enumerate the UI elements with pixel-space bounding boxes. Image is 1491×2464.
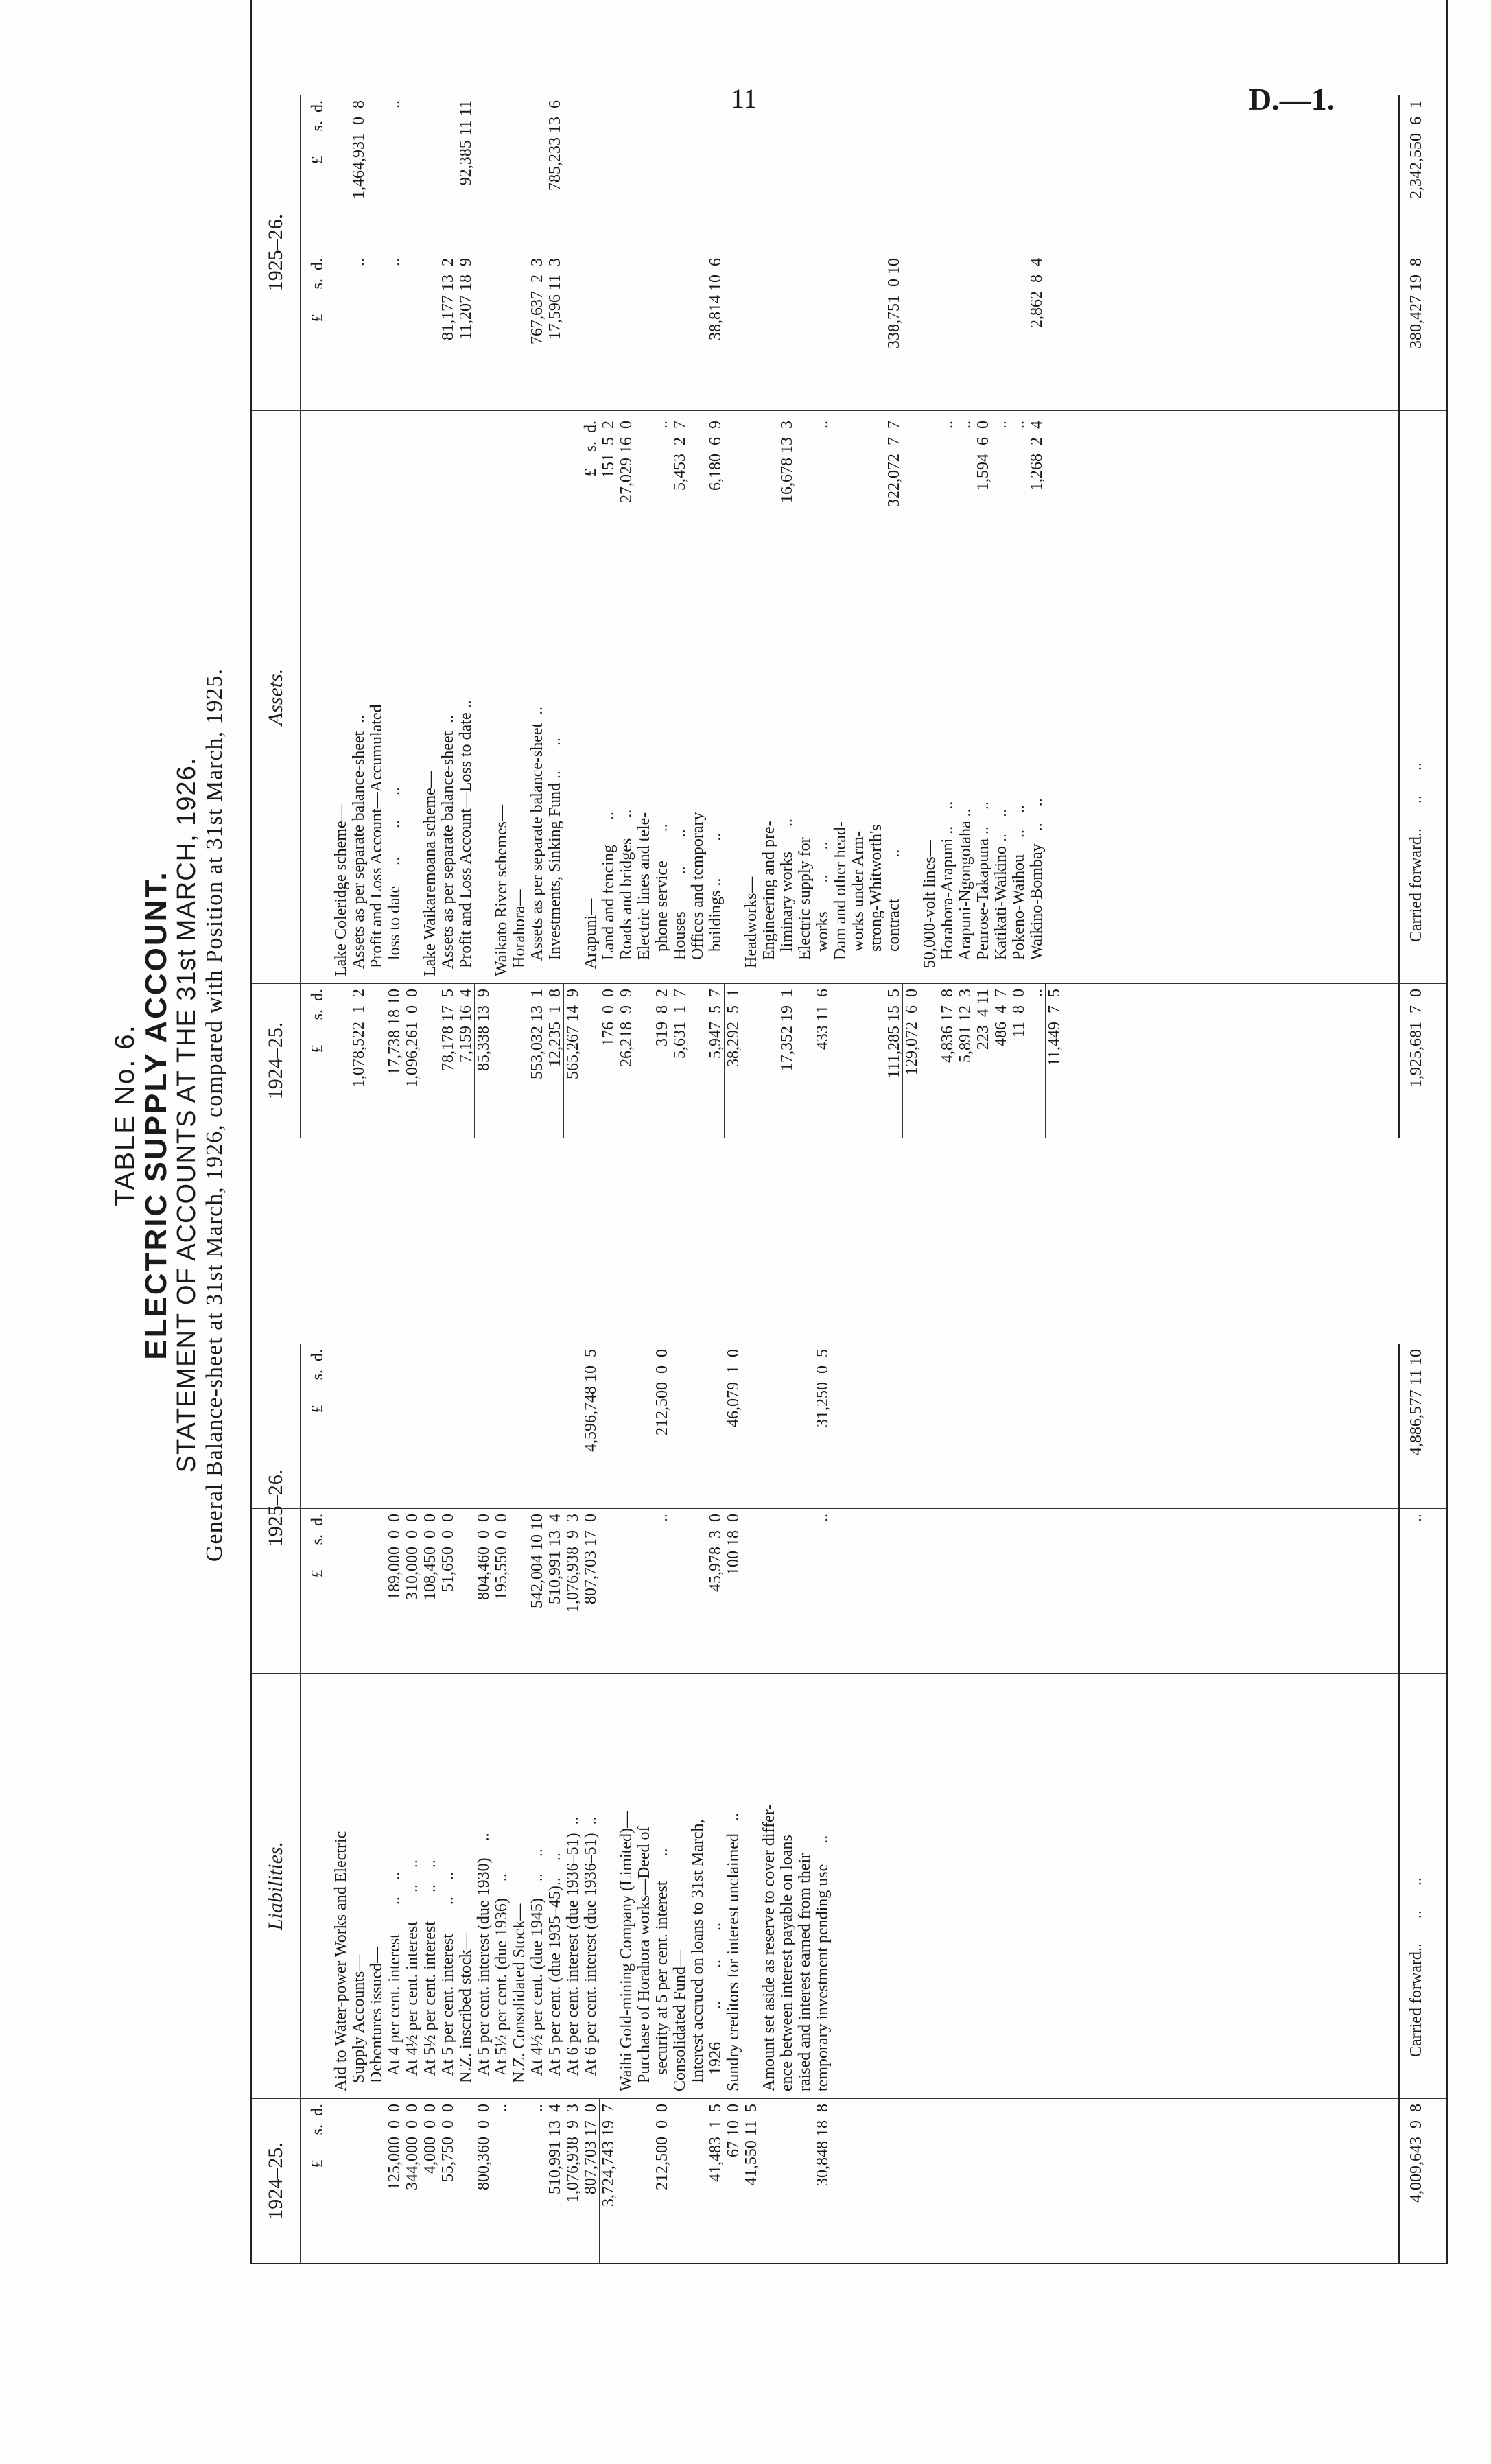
assets-row-inner: 27,029 16 0 bbox=[618, 421, 635, 503]
assets-row-1924: 7,159 16 4 bbox=[457, 989, 475, 1063]
assets-row-desc: loss to date .. .. .. bbox=[386, 787, 403, 976]
liabilities-row-1925b: 212,500 0 0 bbox=[653, 1349, 671, 1435]
assets-row-1924: 85,338 13 9 bbox=[475, 989, 493, 1071]
liabilities-row-desc: At 4 per cent. interest .. .. bbox=[386, 1872, 403, 2091]
liabilities-row-1925a: 51,650 0 0 bbox=[439, 1514, 457, 1592]
assets-row-desc: Investments, Sinking Fund .. .. bbox=[546, 737, 564, 976]
assets-row-1924: 1,078,522 1 2 bbox=[350, 989, 368, 1088]
assets-row-1925b: 1,464,931 0 8 bbox=[350, 100, 368, 199]
assets-subtotal-rule bbox=[1045, 983, 1046, 1138]
assets-row-desc: phone service .. bbox=[653, 823, 671, 976]
liabilities-row-1924: 807,703 17 0 bbox=[582, 2104, 600, 2194]
account-title: ELECTRIC SUPPLY ACCOUNT. bbox=[139, 870, 173, 1360]
liabilities-row-1924: 125,000 0 0 bbox=[386, 2104, 403, 2190]
page-number: 11 bbox=[731, 83, 758, 114]
assets-row-desc: Horahora-Arapuni .. .. bbox=[939, 801, 956, 976]
liabilities-subtotal-rule bbox=[599, 2098, 600, 2263]
liabilities-row-desc: ence between interest payable on loans bbox=[778, 1835, 796, 2091]
liabilities-row-1925a: 100 18 0 bbox=[725, 1514, 742, 1575]
liabilities-row-1925b: 46,079 1 0 bbox=[725, 1349, 742, 1427]
liabilities-row-desc: N.Z. Consolidated Stock— bbox=[510, 1903, 528, 2091]
liabilities-row-desc: At 4½ per cent. interest .. .. bbox=[403, 1859, 421, 2091]
assets-subtotal-rule bbox=[474, 983, 475, 1138]
assets-row-desc: Assets as per separate balance-sheet .. bbox=[350, 714, 368, 976]
liabilities-carried-forward-label: Carried forward.. .. .. bbox=[1407, 1877, 1425, 2057]
assets-row-inner: .. bbox=[956, 421, 974, 429]
assets-row-1925a: 11,207 18 9 bbox=[457, 258, 475, 340]
liabilities-row-1924: .. bbox=[528, 2104, 546, 2112]
assets-row-desc: strong-Whitworth's bbox=[867, 824, 885, 976]
balance-sheet-table bbox=[250, 0, 1448, 2264]
assets-header-desc: Assets. bbox=[252, 411, 301, 983]
liabilities-row-1924: 510,991 13 4 bbox=[546, 2104, 564, 2194]
liabilities-header-y1: 1924–25. bbox=[252, 2099, 301, 2263]
assets-row-1925a: 38,814 10 6 bbox=[707, 258, 725, 340]
assets-row-1925a: 81,177 13 2 bbox=[439, 258, 457, 340]
liabilities-header-y2a: 1925–26. bbox=[252, 1344, 301, 1673]
assets-row-desc: Headworks— bbox=[742, 876, 760, 976]
liabilities-carried-1925a: .. bbox=[1407, 1514, 1425, 1522]
liabilities-row-desc: 1926 .. .. .. bbox=[707, 1923, 725, 2091]
assets-row-desc: Arapuni-Ngongotaha .. bbox=[956, 808, 974, 976]
liabilities-row-desc: Interest accrued on loans to 31st March, bbox=[689, 1819, 707, 2091]
assets-row-1925b: .. bbox=[386, 100, 403, 108]
assets-row-desc: liminary works .. bbox=[778, 819, 796, 976]
assets-row-inner: .. bbox=[814, 421, 832, 429]
assets-row-1924: 319 8 2 bbox=[653, 989, 671, 1046]
assets-row-inner: .. bbox=[1010, 421, 1028, 429]
liabilities-carried-1924: 4,009,643 9 8 bbox=[1407, 2104, 1425, 2203]
balance-sheet-subtitle: General Balance-sheet at 31st March, 1926, compared with Position at 31st March, 1925. bbox=[202, 668, 228, 1562]
assets-row-1924: 17,738 18 10 bbox=[386, 989, 403, 1075]
liabilities-row-1925a: 1,076,938 9 3 bbox=[564, 1514, 582, 1612]
title-block bbox=[110, 0, 228, 2264]
assets-row-1925a: 767,637 2 3 bbox=[528, 258, 546, 344]
assets-row-desc: Pokeno-Waihou .. .. bbox=[1010, 804, 1028, 976]
liabilities-row-desc: Sundry creditors for interest unclaimed .. bbox=[725, 1813, 742, 2091]
liabilities-units-y2b: £ s. d. bbox=[309, 1349, 327, 1413]
assets-units-y1: £ s. d. bbox=[309, 989, 327, 1053]
assets-row-inner: .. bbox=[653, 421, 671, 429]
assets-row-desc: works under Arm- bbox=[849, 831, 867, 976]
assets-subtotal-rule bbox=[902, 983, 903, 1138]
assets-carried-1925a: 380,427 19 8 bbox=[1407, 258, 1425, 349]
assets-row-desc: Penrose-Takapuna .. .. bbox=[974, 801, 992, 976]
assets-carried-forward-label: Carried forward.. .. .. bbox=[1407, 762, 1425, 942]
assets-row-inner: 322,072 7 7 bbox=[885, 421, 903, 507]
liabilities-col-y2b bbox=[252, 1344, 1446, 1508]
liabilities-row-1925a: 807,703 17 0 bbox=[582, 1514, 600, 1604]
liabilities-row-1925a: .. bbox=[814, 1514, 832, 1522]
assets-row-1924: 12,235 1 8 bbox=[546, 989, 564, 1067]
liabilities-row-desc: At 5½ per cent. interest .. .. bbox=[421, 1859, 439, 2091]
assets-row-1924: 129,072 6 0 bbox=[903, 989, 921, 1075]
assets-row-desc: works .. .. bbox=[814, 841, 832, 976]
assets-carried-1925b: 2,342,550 6 1 bbox=[1407, 100, 1425, 199]
assets-col-y2b bbox=[252, 95, 1446, 253]
assets-carried-1924: 1,925,681 7 0 bbox=[1407, 989, 1425, 1088]
assets-row-1924: 553,032 13 1 bbox=[528, 989, 546, 1079]
liabilities-row-1925a: 804,460 0 0 bbox=[475, 1514, 493, 1600]
assets-row-desc: Offices and temporary bbox=[689, 812, 707, 976]
liabilities-row-1924: 41,483 1 5 bbox=[707, 2104, 725, 2182]
liabilities-row-desc: Amount set aside as reserve to cover differ- bbox=[760, 1804, 778, 2091]
assets-row-1924: 11 8 0 bbox=[1010, 989, 1028, 1038]
assets-row-1924: 11,449 7 5 bbox=[1046, 989, 1064, 1067]
assets-col-y1 bbox=[252, 983, 1446, 1138]
assets-row-inner: 151 5 2 bbox=[600, 421, 618, 478]
liabilities-row-1925a: .. bbox=[653, 1514, 671, 1522]
assets-row-desc: Profit and Loss Account—Loss to date .. bbox=[457, 700, 475, 976]
assets-row-1925a: 2,862 8 4 bbox=[1028, 258, 1046, 328]
assets-row-desc: Profit and Loss Account—Accumulated bbox=[368, 704, 386, 976]
liabilities-row-1925a: 108,450 0 0 bbox=[421, 1514, 439, 1600]
liabilities-row-desc: N.Z. inscribed stock— bbox=[457, 1933, 475, 2091]
liabilities-header-desc: Liabilities. bbox=[252, 1674, 301, 2098]
liabilities-row-1925a: 189,000 0 0 bbox=[386, 1514, 403, 1600]
assets-row-1925a: .. bbox=[386, 258, 403, 266]
assets-units-y2b: £ s. d. bbox=[309, 100, 327, 165]
assets-row-desc: contract .. bbox=[885, 849, 903, 976]
liabilities-row-1924: 344,000 0 0 bbox=[403, 2104, 421, 2190]
assets-row-1925b: 785,233 13 6 bbox=[546, 100, 564, 191]
liabilities-row-desc: At 4½ per cent. (due 1945) .. .. bbox=[528, 1849, 546, 2091]
assets-row-desc: Assets as per separate balance-sheet .. bbox=[439, 714, 457, 976]
assets-row-desc: buildings .. .. bbox=[707, 832, 725, 976]
assets-row-1924: 5,631 1 7 bbox=[671, 989, 689, 1059]
assets-row-1924: 38,292 5 1 bbox=[725, 989, 742, 1067]
liabilities-row-1924: 55,750 0 0 bbox=[439, 2104, 457, 2182]
liabilities-row-desc: Waihi Gold-mining Company (Limited)— bbox=[618, 1811, 635, 2091]
liabilities-row-1925a: 195,550 0 0 bbox=[493, 1514, 510, 1600]
liabilities-units-y1: £ s. d. bbox=[309, 2104, 327, 2168]
liabilities-row-1924: .. bbox=[493, 2104, 510, 2112]
rotated-balance-sheet bbox=[110, 0, 1482, 2264]
liabilities-row-1924: 1,076,938 9 3 bbox=[564, 2104, 582, 2203]
assets-row-desc: Waikato River schemes— bbox=[493, 805, 510, 976]
assets-row-desc: Electric supply for bbox=[796, 837, 814, 976]
liabilities-row-desc: Purchase of Horahora works—Deed of bbox=[635, 1826, 653, 2091]
assets-total-rule bbox=[1398, 95, 1400, 1138]
assets-row-1925a: .. bbox=[350, 258, 368, 266]
liabilities-row-1924: 4,000 0 0 bbox=[421, 2104, 439, 2174]
assets-row-1924: 5,947 5 7 bbox=[707, 989, 725, 1059]
assets-row-1925a: 17,596 11 3 bbox=[546, 258, 564, 340]
report-code: D.—1. bbox=[1249, 82, 1335, 117]
liabilities-row-1925b: 4,596,748 10 5 bbox=[582, 1349, 600, 1452]
statement-title: STATEMENT OF ACCOUNTS AT THE 31st MARCH, 1926. bbox=[172, 757, 202, 1473]
assets-row-desc: Houses .. .. bbox=[671, 829, 689, 976]
liabilities-row-desc: Aid to Water-power Works and Electric bbox=[332, 1831, 350, 2091]
assets-header-y1: 1924–25. bbox=[252, 984, 301, 1138]
liabilities-row-1924: 67 10 0 bbox=[725, 2104, 742, 2157]
assets-row-1924: 176 0 0 bbox=[600, 989, 618, 1046]
assets-row-desc: Dam and other head- bbox=[832, 821, 849, 976]
assets-section bbox=[252, 0, 1446, 1138]
assets-row-desc: Lake Coleridge scheme— bbox=[332, 804, 350, 976]
assets-row-desc: Waikino-Bombay .. .. bbox=[1028, 798, 1046, 976]
liabilities-units-y2a: £ s. d. bbox=[309, 1514, 327, 1578]
liabilities-row-1924: 30,848 18 8 bbox=[814, 2104, 832, 2186]
liabilities-row-desc: At 5 per cent. interest .. .. bbox=[439, 1872, 457, 2091]
assets-row-inner: .. bbox=[992, 421, 1010, 429]
liabilities-row-1924: 212,500 0 0 bbox=[653, 2104, 671, 2190]
assets-row-desc: Assets as per separate balance-sheet .. bbox=[528, 706, 546, 976]
assets-row-desc: 50,000-volt lines— bbox=[921, 840, 939, 976]
assets-row-inner: £ s. d. bbox=[582, 421, 600, 477]
assets-row-inner: 6,180 6 9 bbox=[707, 421, 725, 491]
liabilities-row-desc: At 5 per cent. interest (due 1930) .. bbox=[475, 1833, 493, 2091]
assets-row-1924: 486 4 7 bbox=[992, 989, 1010, 1046]
liabilities-row-desc: Supply Accounts— bbox=[350, 1954, 368, 2091]
liabilities-row-desc: temporary investment pending use .. bbox=[814, 1835, 832, 2091]
liabilities-row-1925a: 310,000 0 0 bbox=[403, 1514, 421, 1600]
liabilities-row-desc: At 5½ per cent. (due 1936) .. bbox=[493, 1873, 510, 2091]
assets-row-inner: 16,678 13 3 bbox=[778, 421, 796, 503]
liabilities-row-desc: At 5 per cent. (due 1935–45).. .. bbox=[546, 1853, 564, 2091]
assets-row-1925b: 92,385 11 11 bbox=[457, 100, 475, 186]
assets-row-1924: 223 4 11 bbox=[974, 989, 992, 1051]
liabilities-row-desc: At 6 per cent. interest (due 1936–51) .. bbox=[582, 1816, 600, 2091]
assets-row-inner: .. bbox=[939, 421, 956, 429]
assets-row-1924: 4,836 17 8 bbox=[939, 989, 956, 1063]
assets-row-inner: 5,453 2 7 bbox=[671, 421, 689, 491]
assets-row-1924: 565,267 14 9 bbox=[564, 989, 582, 1079]
assets-units-y2a: £ s. d. bbox=[309, 258, 327, 322]
assets-row-inner: 1,594 6 0 bbox=[974, 421, 992, 491]
assets-row-1924: 1,096,261 0 0 bbox=[403, 989, 421, 1088]
assets-row-1925a: 338,751 0 10 bbox=[885, 258, 903, 349]
liabilities-row-desc: security at 5 per cent. interest .. bbox=[653, 1848, 671, 2091]
assets-row-desc: Katikati-Waikino .. .. bbox=[992, 808, 1010, 976]
assets-row-1924: 17,352 19 1 bbox=[778, 989, 796, 1071]
liabilities-row-1924: 800,360 0 0 bbox=[475, 2104, 493, 2190]
assets-row-1924: 433 11 6 bbox=[814, 989, 832, 1051]
liabilities-row-1925a: 542,004 10 10 bbox=[528, 1514, 546, 1608]
assets-row-1924: 78,178 17 5 bbox=[439, 989, 457, 1071]
liabilities-section bbox=[252, 1138, 1446, 2263]
liabilities-row-1925a: 45,978 3 0 bbox=[707, 1514, 725, 1592]
assets-subtotal-rule bbox=[724, 983, 725, 1138]
assets-header-y2a: 1925–26. bbox=[252, 95, 301, 410]
assets-col-y2a bbox=[252, 213, 1446, 410]
assets-row-desc: Electric lines and tele- bbox=[635, 812, 653, 976]
liabilities-row-1924: 3,724,743 19 7 bbox=[600, 2104, 618, 2207]
liabilities-row-desc: At 6 per cent. interest (due 1936–51) .. bbox=[564, 1816, 582, 2091]
assets-row-desc: Engineering and pre- bbox=[760, 821, 778, 976]
assets-row-inner: 1,268 2 4 bbox=[1028, 421, 1046, 491]
liabilities-carried-1925b: 4,886,577 11 10 bbox=[1407, 1349, 1425, 1456]
assets-row-desc: Land and fencing .. bbox=[600, 812, 618, 976]
table-number: TABLE No. 6. bbox=[110, 1024, 140, 1206]
assets-row-desc: Roads and bridges .. bbox=[618, 809, 635, 976]
assets-row-desc: Horahora— bbox=[510, 889, 528, 976]
assets-row-1924: 26,218 9 9 bbox=[618, 989, 635, 1067]
liabilities-total-rule bbox=[1398, 1344, 1400, 2263]
assets-row-1924: 111,285 15 5 bbox=[885, 989, 903, 1079]
assets-row-desc: Arapuni— bbox=[582, 898, 600, 976]
assets-row-1924: 5,891 12 3 bbox=[956, 989, 974, 1063]
liabilities-row-1925b: 31,250 0 5 bbox=[814, 1349, 832, 1427]
liabilities-row-desc: Consolidated Fund— bbox=[671, 1949, 689, 2091]
liabilities-row-desc: raised and interest earned from their bbox=[796, 1853, 814, 2091]
assets-row-1924: .. bbox=[1028, 989, 1046, 997]
assets-subtotal-rule bbox=[563, 983, 564, 1138]
liabilities-row-desc: Debentures issued— bbox=[368, 1946, 386, 2091]
liabilities-row-1924: 41,550 11 5 bbox=[742, 2104, 760, 2186]
liabilities-row-1925a: 510,991 13 4 bbox=[546, 1514, 564, 1604]
assets-row-desc: Lake Waikaremoana scheme— bbox=[421, 771, 439, 976]
